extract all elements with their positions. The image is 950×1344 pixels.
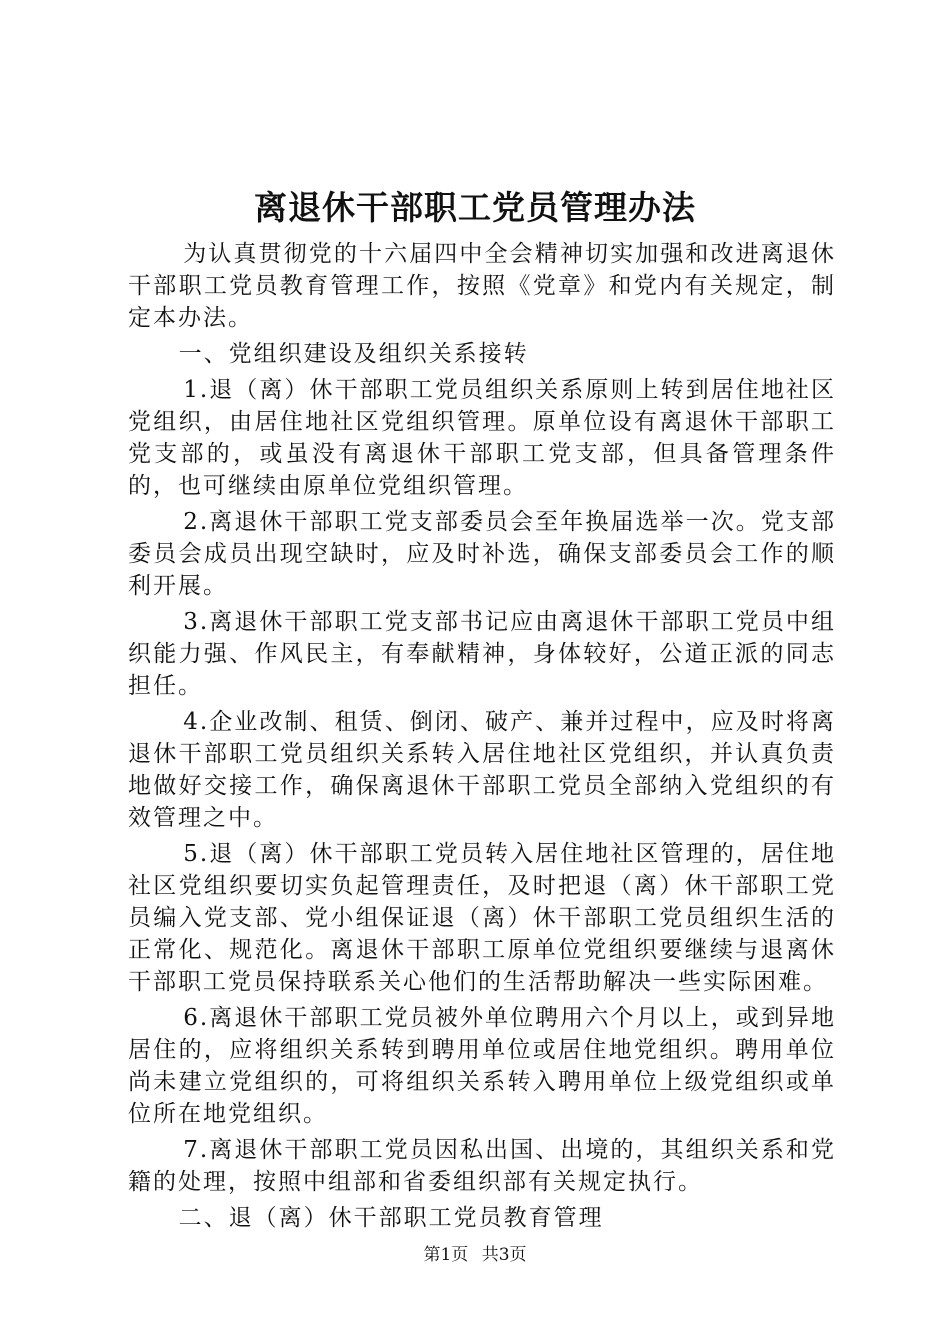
page-footer xyxy=(0,1243,950,1267)
document-body xyxy=(128,238,836,1238)
page-number-current: 第1页 xyxy=(423,1245,469,1265)
document-title: 离退休干部职工党员管理办法 xyxy=(254,188,696,227)
section-heading-2: 二、退（离）休干部职工党员教育管理 xyxy=(178,1205,604,1231)
paragraph-item-3: 3.离退休干部职工党支部书记应由离退休干部职工党员中组织能力强、作风民主，有奉献精神，身体较好，公道正派的同志担任。 xyxy=(128,609,836,699)
paragraph-item-2: 2.离退休干部职工党支部委员会至年换届选举一次。党支部委员会成员出现空缺时，应及时补选，确保支部委员会工作的顺利开展。 xyxy=(128,509,836,599)
paragraph-item-6: 6.离退休干部职工党员被外单位聘用六个月以上，或到异地居住的，应将组织关系转到聘用单位或居住地党组织。聘用单位尚未建立党组织的，可将组织关系转入聘用单位上级党组织或单位所在地党组织。 xyxy=(128,1005,836,1127)
section-heading-1: 一、党组织建设及组织关系接转 xyxy=(178,341,529,367)
paragraph-intro: 为认真贯彻党的十六届四中全会精神切实加强和改进离退休干部职工党员教育管理工作，按照《党章》和党内有关规定，制定本办法。 xyxy=(128,241,836,331)
paragraph-item-5: 5.退（离）休干部职工党员转入居住地社区管理的，居住地社区党组织要切实负起管理责任，及时把退（离）休干部职工党员编入党支部、党小组保证退（离）休干部职工党员组织生活的正常化、规范化。离退休干部职工原单位党组织要继续与退离休干部职工党员保持联系关心他们的生活帮助解决一些实际困难。 xyxy=(128,841,836,995)
paragraph-item-4: 4.企业改制、租赁、倒闭、破产、兼并过程中，应及时将离退休干部职工党员组织关系转入居住地社区党组织，并认真负责地做好交接工作，确保离退休干部职工党员全部纳入党组织的有效管理之中。 xyxy=(128,709,836,831)
page-number-total: 共3页 xyxy=(481,1245,527,1265)
paragraph-item-1: 1.退（离）休干部职工党员组织关系原则上转到居住地社区党组织，由居住地社区党组织管理。原单位设有离退休干部职工党支部的，或虽没有离退休干部职工党支部，但具备管理条件的，也可继续由原单位党组织管理。 xyxy=(128,377,836,499)
paragraph-item-7: 7.离退休干部职工党员因私出国、出境的，其组织关系和党籍的处理，按照中组部和省委组织部有关规定执行。 xyxy=(128,1137,836,1195)
